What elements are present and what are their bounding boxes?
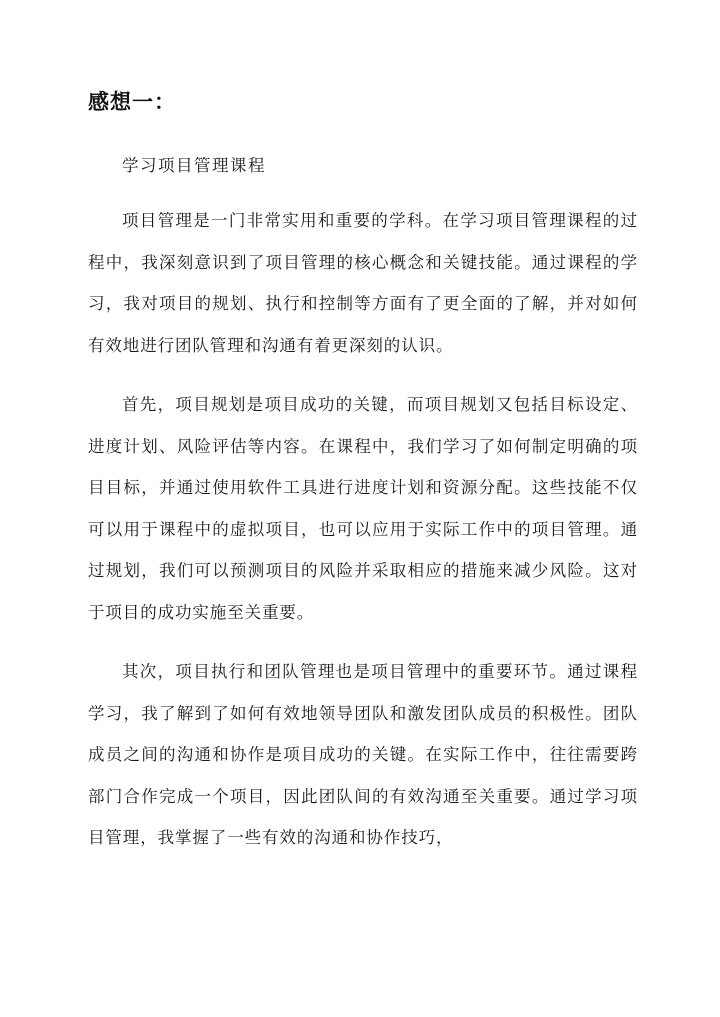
document-heading: 感想一： [88,90,176,114]
paragraph-execution: 其次，项目执行和团队管理也是项目管理中的重要环节。通过课程学习，我了解到了如何有效地领导团队和激发团队成员的积极性。团队成员之间的沟通和协作是项目成功的关键。在实际工作中，往往需要跨部门合作完成一个项目，因此团队间的有效沟通至关重要。通过学习项目管理，我掌握了一些有效的沟通和协作技巧， [88,662,638,847]
paragraph-planning: 首先，项目规划是项目成功的关键，而项目规划又包括目标设定、进度计划、风险评估等内容。在课程中，我们学习了如何制定明确的项目目标，并通过使用软件工具进行进度计划和资源分配。这些技能不仅可以用于课程中的虚拟项目，也可以应用于实际工作中的项目管理。通过规划，我们可以预测项目的风险并采取相应的措施来减少风险。这对于项目的成功实施至关重要。 [88,395,638,622]
document-subtitle: 学习项目管理课程 [122,156,266,175]
paragraph-intro: 项目管理是一门非常实用和重要的学科。在学习项目管理课程的过程中，我深刻意识到了项目管理的核心概念和关键技能。通过课程的学习，我对项目的规划、执行和控制等方面有了更全面的了解，并对如何有效地进行团队管理和沟通有着更深刻的认识。 [88,211,638,355]
